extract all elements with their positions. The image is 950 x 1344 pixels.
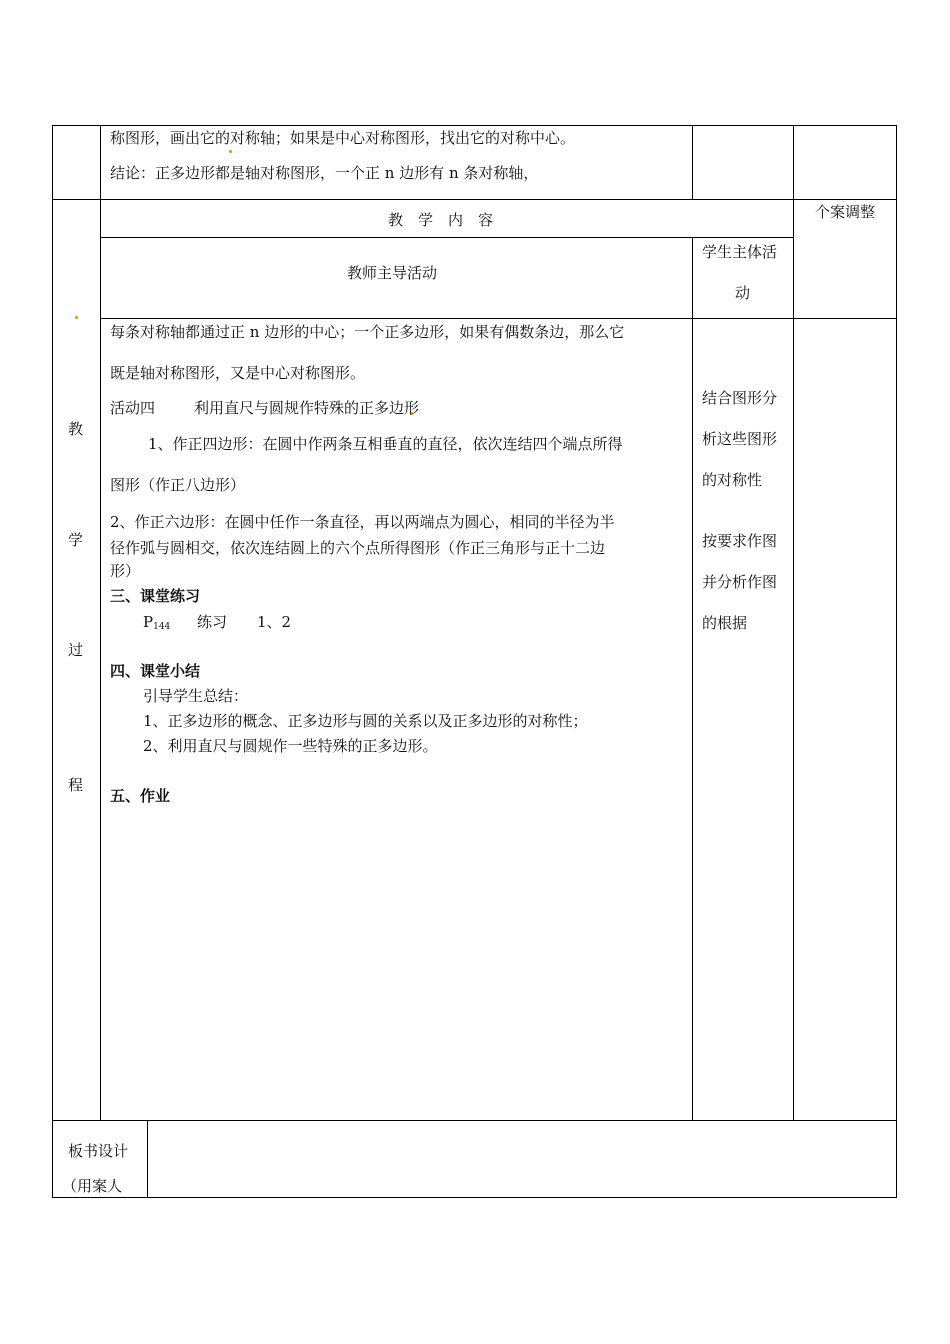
header-teacher-activity: 教师主导活动 [347,264,438,282]
activity-item: 图形（作正八边形） [110,476,246,494]
side-label-char: 学 [68,531,84,549]
summary-item: 1、正多边形的概念、正多边形与圆的关系以及正多边形的对称性； [143,712,588,730]
activity-item: 1、作正四边形：在圆中作两条互相垂直的直径，依次连结四个端点所得 [148,435,623,453]
header-student-activity-2: 动 [735,284,751,302]
practice-label: 练习 [197,613,228,631]
top-line-1: 称图形，画出它的对称轴；如果是中心对称图形，找出它的对称中心。 [110,129,576,147]
student-note: 的根据 [702,614,748,632]
col-divider [100,125,101,1121]
col-divider [793,125,794,1121]
orange-mark [229,150,232,153]
activity4-label: 活动四 [110,399,156,417]
activity-item: 径作弧与圆相交，依次连结圆上的六个点所得图形（作正三角形与正十二边 [110,539,606,557]
border-top [52,125,897,126]
summary-intro: 引导学生总结： [143,687,249,705]
header-student-activity: 学生主体活 [702,243,778,261]
practice-page-number: 144 [153,622,171,632]
practice-reference [143,612,170,637]
student-note: 并分析作图 [702,573,778,591]
student-note: 按要求作图 [702,532,778,550]
side-label-char: 程 [68,776,84,794]
header-teaching-content: 教 学 内 容 [388,211,494,229]
border-bottom [52,1197,897,1198]
student-note: 结合图形分 [702,389,778,407]
col-divider [147,1120,148,1198]
board-design-label: 板书设计 [68,1142,129,1160]
paragraph: 每条对称轴都通过正 n 边形的中心；一个正多边形，如果有偶数条边，那么它 [110,323,625,341]
border-left [52,125,53,1198]
student-note: 析这些图形 [702,430,778,448]
paragraph: 既是轴对称图形，又是中心对称图形。 [110,364,366,382]
section-title: 三、课堂练习 [110,587,201,605]
section-title: 四、课堂小结 [110,662,201,680]
row-divider [100,318,897,319]
practice-items: 1、2 [257,613,292,631]
col-divider [692,125,693,200]
row-divider [52,1120,897,1121]
practice-page: P [143,613,154,631]
border-right [896,125,897,1198]
row-divider [52,199,897,200]
activity4-text: 利用直尺与圆规作特殊的正多边形 [194,399,420,417]
activity-item: 2、作正六边形：在圆中任作一条直径，再以两端点为圆心，相同的半径为半 [110,513,615,531]
activity-item: 形） [110,562,141,580]
orange-mark [75,316,78,319]
summary-item: 2、利用直尺与圆规作一些特殊的正多边形。 [143,737,438,755]
section-title: 五、作业 [110,787,171,805]
user-label: （用案人 [62,1177,123,1195]
side-label-char: 过 [68,641,84,659]
row-divider [100,237,793,238]
header-adjustment: 个案调整 [815,203,876,221]
side-label-char: 教 [68,420,84,438]
col-divider [692,237,693,1121]
student-note: 的对称性 [702,471,763,489]
top-line-2: 结论：正多边形都是轴对称图形，一个正 n 边形有 n 条对称轴， [110,164,539,182]
